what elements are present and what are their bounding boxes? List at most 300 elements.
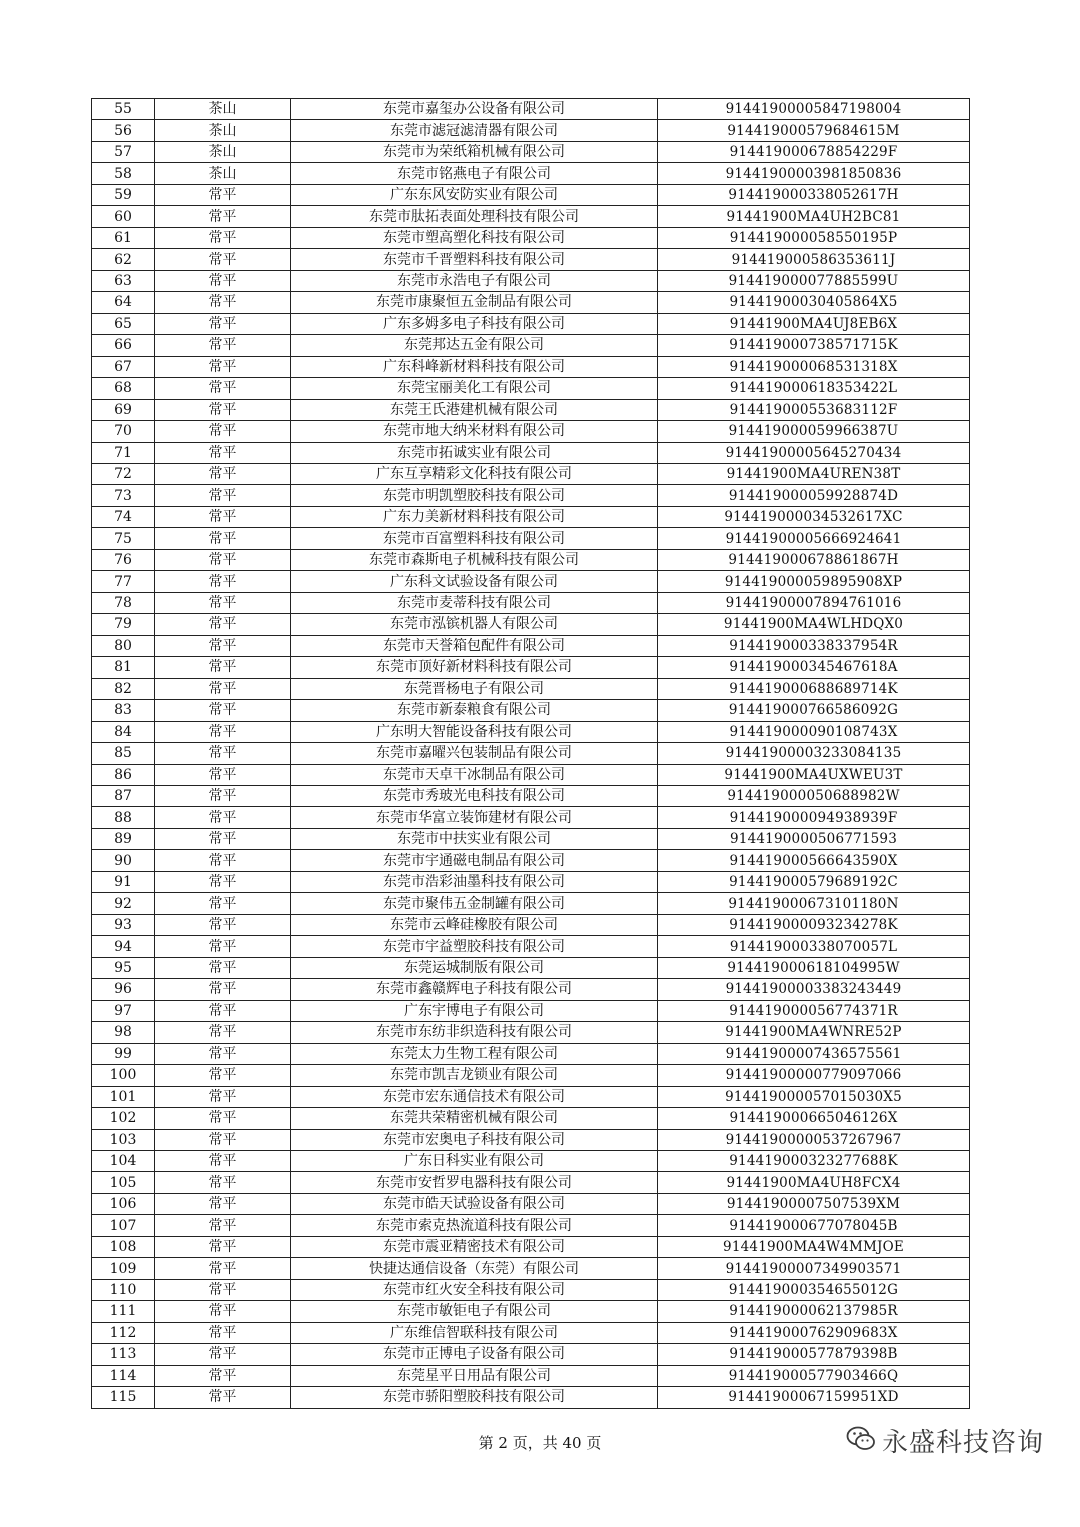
- row-number-cell: 63: [92, 270, 155, 291]
- row-number-cell: 77: [92, 571, 155, 592]
- row-number-cell: 109: [92, 1258, 155, 1279]
- table-row: [92, 979, 970, 1000]
- town-cell: 常平: [155, 335, 291, 356]
- company-name-cell: 东莞市森斯电子机械科技有限公司: [291, 549, 658, 570]
- row-number-cell: 57: [92, 141, 155, 162]
- town-cell: 常平: [155, 378, 291, 399]
- table-row: [92, 485, 970, 506]
- credit-code-cell: 914419000766586092G: [658, 700, 970, 721]
- town-cell: 常平: [155, 249, 291, 270]
- table-row: [92, 378, 970, 399]
- company-name-cell: 东莞市皓天试验设备有限公司: [291, 1193, 658, 1214]
- company-name-cell: 东莞市嘉曜兴包装制品有限公司: [291, 743, 658, 764]
- town-cell: 常平: [155, 421, 291, 442]
- row-number-cell: 88: [92, 807, 155, 828]
- row-number-cell: 60: [92, 206, 155, 227]
- row-number-cell: 99: [92, 1043, 155, 1064]
- town-cell: 常平: [155, 957, 291, 978]
- town-cell: 常平: [155, 592, 291, 613]
- row-number-cell: 96: [92, 979, 155, 1000]
- row-number-cell: 106: [92, 1193, 155, 1214]
- row-number-cell: 56: [92, 120, 155, 141]
- table-row: [92, 635, 970, 656]
- credit-code-cell: 91441900003233084135: [658, 743, 970, 764]
- row-number-cell: 102: [92, 1108, 155, 1129]
- row-number-cell: 75: [92, 528, 155, 549]
- table-row: [92, 914, 970, 935]
- company-name-cell: 东莞市泓镔机器人有限公司: [291, 614, 658, 635]
- row-number-cell: 105: [92, 1172, 155, 1193]
- table-row: [92, 99, 970, 120]
- company-name-cell: 东莞市红火安全科技有限公司: [291, 1279, 658, 1300]
- company-name-cell: 东莞市地大纳米材料有限公司: [291, 421, 658, 442]
- row-number-cell: 87: [92, 786, 155, 807]
- town-cell: 常平: [155, 764, 291, 785]
- table-row: [92, 335, 970, 356]
- row-number-cell: 70: [92, 421, 155, 442]
- town-cell: 茶山: [155, 99, 291, 120]
- table-row: [92, 850, 970, 871]
- table-row: [92, 700, 970, 721]
- company-name-cell: 东莞市天誉箱包配件有限公司: [291, 635, 658, 656]
- credit-code-cell: 914419000579684615M: [658, 120, 970, 141]
- row-number-cell: 93: [92, 914, 155, 935]
- town-cell: 常平: [155, 313, 291, 334]
- credit-code-cell: 9144190000506771593: [658, 828, 970, 849]
- town-cell: 常平: [155, 700, 291, 721]
- row-number-cell: 85: [92, 743, 155, 764]
- row-number-cell: 97: [92, 1000, 155, 1021]
- credit-code-cell: 914419000338337954R: [658, 635, 970, 656]
- credit-code-cell: 914419000057015030X5: [658, 1086, 970, 1107]
- company-name-cell: 东莞市震亚精密技术有限公司: [291, 1236, 658, 1257]
- row-number-cell: 69: [92, 399, 155, 420]
- table-row: [92, 1236, 970, 1257]
- credit-code-cell: 914419000059928874D: [658, 485, 970, 506]
- row-number-cell: 104: [92, 1150, 155, 1171]
- credit-code-cell: 91441900000779097066: [658, 1065, 970, 1086]
- town-cell: 常平: [155, 850, 291, 871]
- table-row: [92, 421, 970, 442]
- company-name-cell: 广东明大智能设备科技有限公司: [291, 721, 658, 742]
- company-name-cell: 东莞市宏奥电子科技有限公司: [291, 1129, 658, 1150]
- credit-code-cell: 91441900MA4UH2BC81: [658, 206, 970, 227]
- table-row: [92, 1000, 970, 1021]
- credit-code-cell: 91441900MA4WNRE52P: [658, 1022, 970, 1043]
- row-number-cell: 112: [92, 1322, 155, 1343]
- town-cell: 常平: [155, 1215, 291, 1236]
- row-number-cell: 59: [92, 184, 155, 205]
- table-row: [92, 184, 970, 205]
- credit-code-cell: 914419000354655012G: [658, 1279, 970, 1300]
- table-row: [92, 1215, 970, 1236]
- row-number-cell: 68: [92, 378, 155, 399]
- credit-code-cell: 91441900MA4UREN38T: [658, 463, 970, 484]
- row-number-cell: 111: [92, 1301, 155, 1322]
- table-row: [92, 227, 970, 248]
- row-number-cell: 84: [92, 721, 155, 742]
- company-name-cell: 东莞市滤冠滤清器有限公司: [291, 120, 658, 141]
- town-cell: 常平: [155, 206, 291, 227]
- company-name-cell: 东莞市聚伟五金制罐有限公司: [291, 893, 658, 914]
- watermark: [846, 1422, 1044, 1459]
- credit-code-cell: 914419000034532617XC: [658, 506, 970, 527]
- credit-code-cell: 914419000077885599U: [658, 270, 970, 291]
- credit-code-cell: 914419000062137985R: [658, 1301, 970, 1322]
- credit-code-cell: 914419000068531318X: [658, 356, 970, 377]
- table-row: [92, 399, 970, 420]
- town-cell: 常平: [155, 1322, 291, 1343]
- row-number-cell: 86: [92, 764, 155, 785]
- table-row: [92, 163, 970, 184]
- company-name-cell: 东莞宝丽美化工有限公司: [291, 378, 658, 399]
- town-cell: 茶山: [155, 120, 291, 141]
- table-row: [92, 292, 970, 313]
- row-number-cell: 115: [92, 1387, 155, 1408]
- table-row: [92, 614, 970, 635]
- row-number-cell: 73: [92, 485, 155, 506]
- table-row: [92, 657, 970, 678]
- row-number-cell: 76: [92, 549, 155, 570]
- credit-code-cell: 914419000688689714K: [658, 678, 970, 699]
- row-number-cell: 92: [92, 893, 155, 914]
- credit-code-cell: 914419000056774371R: [658, 1000, 970, 1021]
- town-cell: 常平: [155, 1193, 291, 1214]
- row-number-cell: 94: [92, 936, 155, 957]
- table-row: [92, 1172, 970, 1193]
- credit-code-cell: 91441900005847198004: [658, 99, 970, 120]
- town-cell: 常平: [155, 1108, 291, 1129]
- row-number-cell: 65: [92, 313, 155, 334]
- town-cell: 常平: [155, 485, 291, 506]
- company-name-cell: 东莞市永浩电子有限公司: [291, 270, 658, 291]
- credit-code-cell: 91441900000537267967: [658, 1129, 970, 1150]
- credit-code-cell: 914419000094938939F: [658, 807, 970, 828]
- credit-code-cell: 91441900007894761016: [658, 592, 970, 613]
- company-name-cell: 东莞市千晋塑料科技有限公司: [291, 249, 658, 270]
- company-name-cell: 东莞市鑫赣辉电子科技有限公司: [291, 979, 658, 1000]
- company-name-cell: 东莞市麦蒂科技有限公司: [291, 592, 658, 613]
- company-name-cell: 东莞市宇益塑胶科技有限公司: [291, 936, 658, 957]
- company-name-cell: 东莞市肽拓表面处理科技有限公司: [291, 206, 658, 227]
- credit-code-cell: 914419000618104995W: [658, 957, 970, 978]
- town-cell: 常平: [155, 614, 291, 635]
- table-row: [92, 506, 970, 527]
- town-cell: 常平: [155, 1258, 291, 1279]
- company-name-cell: 东莞市拓诚实业有限公司: [291, 442, 658, 463]
- row-number-cell: 64: [92, 292, 155, 313]
- table-row: [92, 1365, 970, 1386]
- company-name-cell: 东莞市明凯塑胶科技有限公司: [291, 485, 658, 506]
- town-cell: 常平: [155, 528, 291, 549]
- town-cell: 常平: [155, 1344, 291, 1365]
- town-cell: 常平: [155, 1065, 291, 1086]
- credit-code-cell: 914419000059966387U: [658, 421, 970, 442]
- town-cell: 常平: [155, 871, 291, 892]
- town-cell: 常平: [155, 1301, 291, 1322]
- town-cell: 常平: [155, 1150, 291, 1171]
- row-number-cell: 79: [92, 614, 155, 635]
- company-name-cell: 东莞太力生物工程有限公司: [291, 1043, 658, 1064]
- company-name-cell: 东莞市嘉玺办公设备有限公司: [291, 99, 658, 120]
- row-number-cell: 114: [92, 1365, 155, 1386]
- town-cell: 常平: [155, 1172, 291, 1193]
- credit-code-cell: 914419000050688982W: [658, 786, 970, 807]
- row-number-cell: 110: [92, 1279, 155, 1300]
- row-number-cell: 78: [92, 592, 155, 613]
- company-name-cell: 东莞市天卓干冰制品有限公司: [291, 764, 658, 785]
- credit-code-cell: 91441900007507539XM: [658, 1193, 970, 1214]
- row-number-cell: 80: [92, 635, 155, 656]
- credit-code-cell: 91441900067159951XD: [658, 1387, 970, 1408]
- town-cell: 常平: [155, 914, 291, 935]
- credit-code-cell: 914419000678861867H: [658, 549, 970, 570]
- credit-code-cell: 91441900005645270434: [658, 442, 970, 463]
- page-number: 第 2 页，共 40 页: [478, 1434, 602, 1452]
- credit-code-cell: 914419000323277688K: [658, 1150, 970, 1171]
- town-cell: 常平: [155, 1387, 291, 1408]
- table-row: [92, 549, 970, 570]
- credit-code-cell: 914419000618353422L: [658, 378, 970, 399]
- company-list-table: [91, 98, 970, 1409]
- row-number-cell: 74: [92, 506, 155, 527]
- town-cell: 常平: [155, 184, 291, 205]
- credit-code-cell: 914419000345467618A: [658, 657, 970, 678]
- table-row: [92, 1387, 970, 1408]
- table-body: [92, 99, 970, 1409]
- table-row: [92, 1043, 970, 1064]
- table-row: [92, 1086, 970, 1107]
- row-number-cell: 107: [92, 1215, 155, 1236]
- company-name-cell: 广东宇博电子有限公司: [291, 1000, 658, 1021]
- town-cell: 常平: [155, 786, 291, 807]
- table-row: [92, 1129, 970, 1150]
- table-row: [92, 249, 970, 270]
- town-cell: 常平: [155, 1365, 291, 1386]
- table-row: [92, 764, 970, 785]
- town-cell: 常平: [155, 1022, 291, 1043]
- credit-code-cell: 914419000577879398B: [658, 1344, 970, 1365]
- town-cell: 常平: [155, 463, 291, 484]
- company-name-cell: 东莞市秀玻光电科技有限公司: [291, 786, 658, 807]
- table-row: [92, 786, 970, 807]
- town-cell: 常平: [155, 657, 291, 678]
- credit-code-cell: 914419000579689192C: [658, 871, 970, 892]
- town-cell: 常平: [155, 399, 291, 420]
- table-row: [92, 957, 970, 978]
- company-name-cell: 东莞晋杨电子有限公司: [291, 678, 658, 699]
- town-cell: 常平: [155, 549, 291, 570]
- company-name-cell: 东莞市新泰粮食有限公司: [291, 700, 658, 721]
- table-row: [92, 442, 970, 463]
- table-row: [92, 1279, 970, 1300]
- credit-code-cell: 91441900005666924641: [658, 528, 970, 549]
- row-number-cell: 90: [92, 850, 155, 871]
- row-number-cell: 100: [92, 1065, 155, 1086]
- table-row: [92, 528, 970, 549]
- town-cell: 常平: [155, 1236, 291, 1257]
- row-number-cell: 82: [92, 678, 155, 699]
- company-name-cell: 东莞市正博电子设备有限公司: [291, 1344, 658, 1365]
- company-name-cell: 东莞邦达五金有限公司: [291, 335, 658, 356]
- wechat-icon: [846, 1425, 876, 1457]
- company-name-cell: 东莞市浩彩油墨科技有限公司: [291, 871, 658, 892]
- row-number-cell: 103: [92, 1129, 155, 1150]
- credit-code-cell: 91441900MA4UXWEU3T: [658, 764, 970, 785]
- credit-code-cell: 914419000338070057L: [658, 936, 970, 957]
- town-cell: 常平: [155, 1279, 291, 1300]
- credit-code-cell: 914419000553683112F: [658, 399, 970, 420]
- table-row: [92, 871, 970, 892]
- town-cell: 常平: [155, 893, 291, 914]
- company-name-cell: 东莞市铭燕电子有限公司: [291, 163, 658, 184]
- town-cell: 常平: [155, 442, 291, 463]
- table-row: [92, 313, 970, 334]
- credit-code-cell: 914419000586353611J: [658, 249, 970, 270]
- credit-code-cell: 91441900030405864X5: [658, 292, 970, 313]
- credit-code-cell: 914419000566643590X: [658, 850, 970, 871]
- town-cell: 常平: [155, 828, 291, 849]
- table-row: [92, 678, 970, 699]
- table-row: [92, 1193, 970, 1214]
- company-name-cell: 广东维信智联科技有限公司: [291, 1322, 658, 1343]
- table-row: [92, 356, 970, 377]
- table-row: [92, 1301, 970, 1322]
- company-name-cell: 东莞市百富塑料科技有限公司: [291, 528, 658, 549]
- company-name-cell: 东莞共荣精密机械有限公司: [291, 1108, 658, 1129]
- credit-code-cell: 914419000738571715K: [658, 335, 970, 356]
- town-cell: 常平: [155, 936, 291, 957]
- company-name-cell: 东莞市骄阳塑胶科技有限公司: [291, 1387, 658, 1408]
- town-cell: 常平: [155, 979, 291, 1000]
- row-number-cell: 71: [92, 442, 155, 463]
- company-name-cell: 广东多姆多电子科技有限公司: [291, 313, 658, 334]
- table-row: [92, 1150, 970, 1171]
- town-cell: 常平: [155, 356, 291, 377]
- company-name-cell: 广东科文试验设备有限公司: [291, 571, 658, 592]
- credit-code-cell: 914419000090108743X: [658, 721, 970, 742]
- credit-code-cell: 914419000059895908XP: [658, 571, 970, 592]
- town-cell: 常平: [155, 1000, 291, 1021]
- company-name-cell: 东莞市为荣纸箱机械有限公司: [291, 141, 658, 162]
- company-name-cell: 广东互享精彩文化科技有限公司: [291, 463, 658, 484]
- company-name-cell: 东莞市敏钜电子有限公司: [291, 1301, 658, 1322]
- credit-code-cell: 914419000058550195P: [658, 227, 970, 248]
- row-number-cell: 89: [92, 828, 155, 849]
- credit-code-cell: 91441900003981850836: [658, 163, 970, 184]
- credit-code-cell: 914419000665046126X: [658, 1108, 970, 1129]
- table-row: [92, 206, 970, 227]
- town-cell: 常平: [155, 678, 291, 699]
- row-number-cell: 101: [92, 1086, 155, 1107]
- table-row: [92, 1065, 970, 1086]
- row-number-cell: 66: [92, 335, 155, 356]
- town-cell: 常平: [155, 227, 291, 248]
- table-row: [92, 807, 970, 828]
- company-name-cell: 东莞王氏港建机械有限公司: [291, 399, 658, 420]
- credit-code-cell: 91441900007436575561: [658, 1043, 970, 1064]
- company-name-cell: 广东科峰新材料科技有限公司: [291, 356, 658, 377]
- table-row: [92, 592, 970, 613]
- credit-code-cell: 91441900MA4UJ8EB6X: [658, 313, 970, 334]
- row-number-cell: 62: [92, 249, 155, 270]
- row-number-cell: 81: [92, 657, 155, 678]
- table-row: [92, 721, 970, 742]
- credit-code-cell: 91441900MA4WLHDQX0: [658, 614, 970, 635]
- credit-code-cell: 914419000093234278K: [658, 914, 970, 935]
- town-cell: 茶山: [155, 141, 291, 162]
- credit-code-cell: 914419000678854229F: [658, 141, 970, 162]
- town-cell: 常平: [155, 1043, 291, 1064]
- credit-code-cell: 914419000762909683X: [658, 1322, 970, 1343]
- town-cell: 常平: [155, 1129, 291, 1150]
- town-cell: 茶山: [155, 163, 291, 184]
- row-number-cell: 83: [92, 700, 155, 721]
- company-name-cell: 东莞市华富立装饰建材有限公司: [291, 807, 658, 828]
- row-number-cell: 91: [92, 871, 155, 892]
- table-row: [92, 743, 970, 764]
- company-name-cell: 东莞市索克热流道科技有限公司: [291, 1215, 658, 1236]
- company-name-cell: 东莞市康聚恒五金制品有限公司: [291, 292, 658, 313]
- table-row: [92, 571, 970, 592]
- row-number-cell: 72: [92, 463, 155, 484]
- town-cell: 常平: [155, 270, 291, 291]
- credit-code-cell: 91441900MA4W4MMJOE: [658, 1236, 970, 1257]
- town-cell: 常平: [155, 1086, 291, 1107]
- row-number-cell: 98: [92, 1022, 155, 1043]
- town-cell: 常平: [155, 743, 291, 764]
- credit-code-cell: 91441900003383243449: [658, 979, 970, 1000]
- watermark-text: 永盛科技咨询: [882, 1428, 1045, 1458]
- company-name-cell: 东莞市凯吉龙锁业有限公司: [291, 1065, 658, 1086]
- town-cell: 常平: [155, 571, 291, 592]
- row-number-cell: 61: [92, 227, 155, 248]
- company-name-cell: 东莞市宇通磁电制品有限公司: [291, 850, 658, 871]
- town-cell: 常平: [155, 635, 291, 656]
- company-name-cell: 东莞运城制版有限公司: [291, 957, 658, 978]
- table-row: [92, 120, 970, 141]
- company-name-cell: 东莞市东纺非织造科技有限公司: [291, 1022, 658, 1043]
- table-row: [92, 893, 970, 914]
- table-row: [92, 828, 970, 849]
- company-name-cell: 广东东风安防实业有限公司: [291, 184, 658, 205]
- credit-code-cell: 914419000338052617H: [658, 184, 970, 205]
- credit-code-cell: 914419000577903466Q: [658, 1365, 970, 1386]
- row-number-cell: 67: [92, 356, 155, 377]
- company-name-cell: 广东日科实业有限公司: [291, 1150, 658, 1171]
- table-row: [92, 1022, 970, 1043]
- table-row: [92, 1108, 970, 1129]
- company-name-cell: 东莞市塑高塑化科技有限公司: [291, 227, 658, 248]
- credit-code-cell: 914419000677078045B: [658, 1215, 970, 1236]
- credit-code-cell: 914419000673101180N: [658, 893, 970, 914]
- company-name-cell: 东莞市中扶实业有限公司: [291, 828, 658, 849]
- credit-code-cell: 91441900MA4UH8FCX4: [658, 1172, 970, 1193]
- row-number-cell: 58: [92, 163, 155, 184]
- company-name-cell: 东莞市云峰硅橡胶有限公司: [291, 914, 658, 935]
- row-number-cell: 108: [92, 1236, 155, 1257]
- company-name-cell: 东莞市顶好新材料科技有限公司: [291, 657, 658, 678]
- town-cell: 常平: [155, 807, 291, 828]
- company-name-cell: 广东力美新材料科技有限公司: [291, 506, 658, 527]
- table-row: [92, 463, 970, 484]
- row-number-cell: 113: [92, 1344, 155, 1365]
- town-cell: 常平: [155, 292, 291, 313]
- table-row: [92, 936, 970, 957]
- credit-code-cell: 91441900007349903571: [658, 1258, 970, 1279]
- table-row: [92, 141, 970, 162]
- table-row: [92, 1344, 970, 1365]
